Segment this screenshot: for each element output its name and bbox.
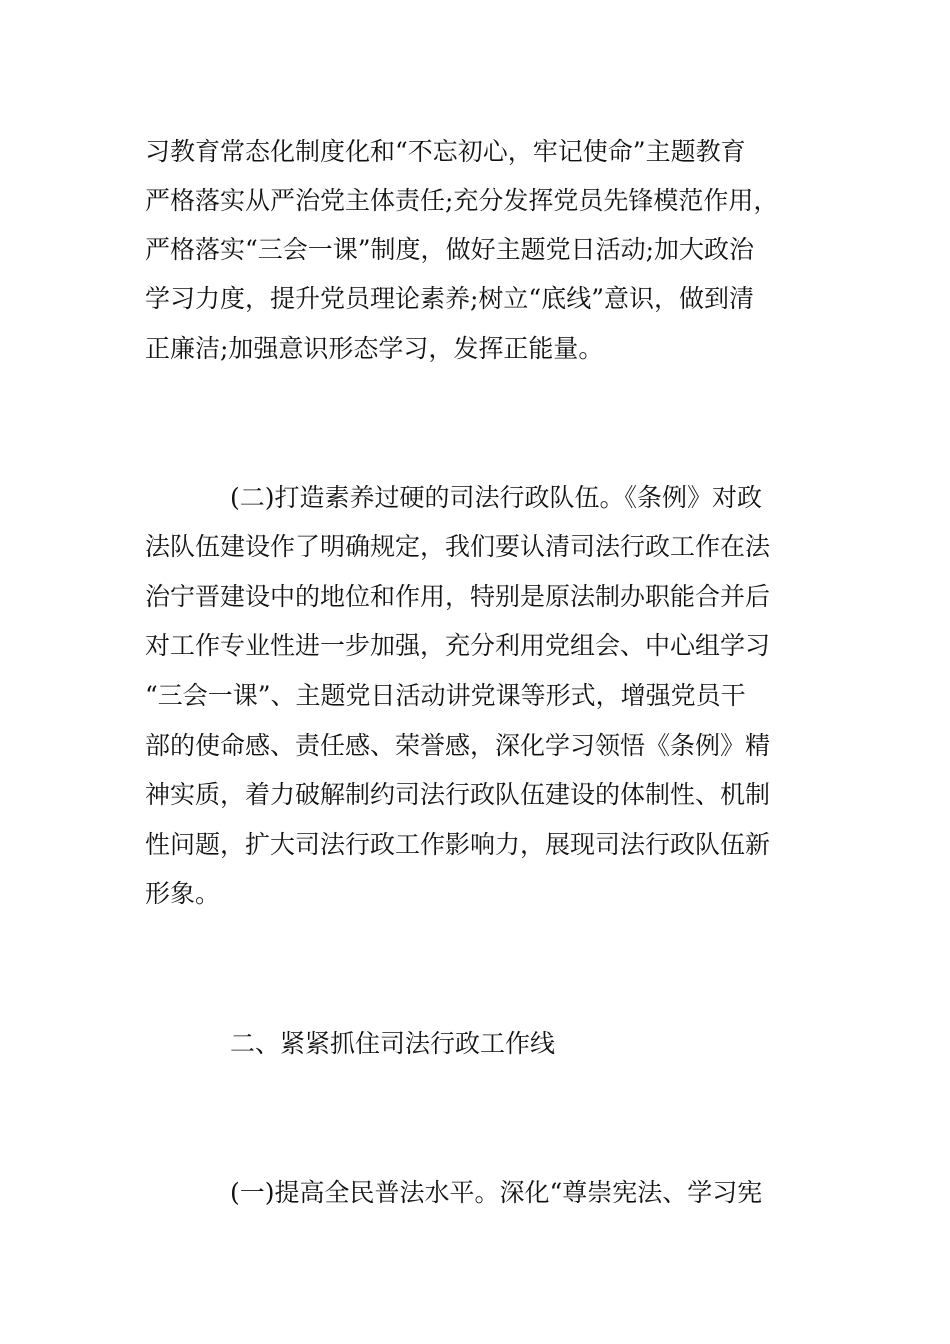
paragraph-line: (一)提高全民普法水平。深化“尊崇宪法、学习宪: [230, 1178, 763, 1207]
paragraph-line: 严格落实“三会一课”制度，做好主题党日活动;加大政治: [145, 235, 754, 264]
paragraph-line: (二)打造素养过硬的司法行政队伍。《条例》对政: [230, 483, 763, 512]
paragraph-line: 正廉洁;加强意识形态学习，发挥正能量。: [145, 334, 604, 363]
paragraph-line: 神实质，着力破解制约司法行政队伍建设的体制性、机制: [145, 780, 771, 809]
paragraph-line: 严格落实从严治党主体责任;充分发挥党员先锋模范作用，: [145, 186, 779, 215]
paragraph-line: 习教育常态化制度化和“不忘初心，牢记使命”主题教育: [145, 137, 746, 166]
paragraph-line: 对工作专业性进一步加强，充分利用党组会、中心组学习: [145, 631, 771, 660]
paragraph-line: 性问题，扩大司法行政工作影响力，展现司法行政队伍新: [145, 830, 771, 859]
section-heading: 二、紧紧抓住司法行政工作线: [230, 1029, 556, 1058]
paragraph-line: “三会一课”、主题党日活动讲党课等形式，增强党员干: [145, 681, 746, 710]
paragraph-line: 法队伍建设作了明确规定，我们要认清司法行政工作在法: [145, 532, 771, 561]
paragraph-line: 形象。: [145, 879, 221, 908]
paragraph-line: 部的使命感、责任感、荣誉感，深化学习领悟《条例》精: [145, 731, 771, 760]
paragraph-line: 治宁晋建设中的地位和作用，特别是原法制办职能合并后: [145, 582, 771, 611]
paragraph-line: 学习力度，提升党员理论素养;树立“底线”意识，做到清: [145, 284, 754, 313]
